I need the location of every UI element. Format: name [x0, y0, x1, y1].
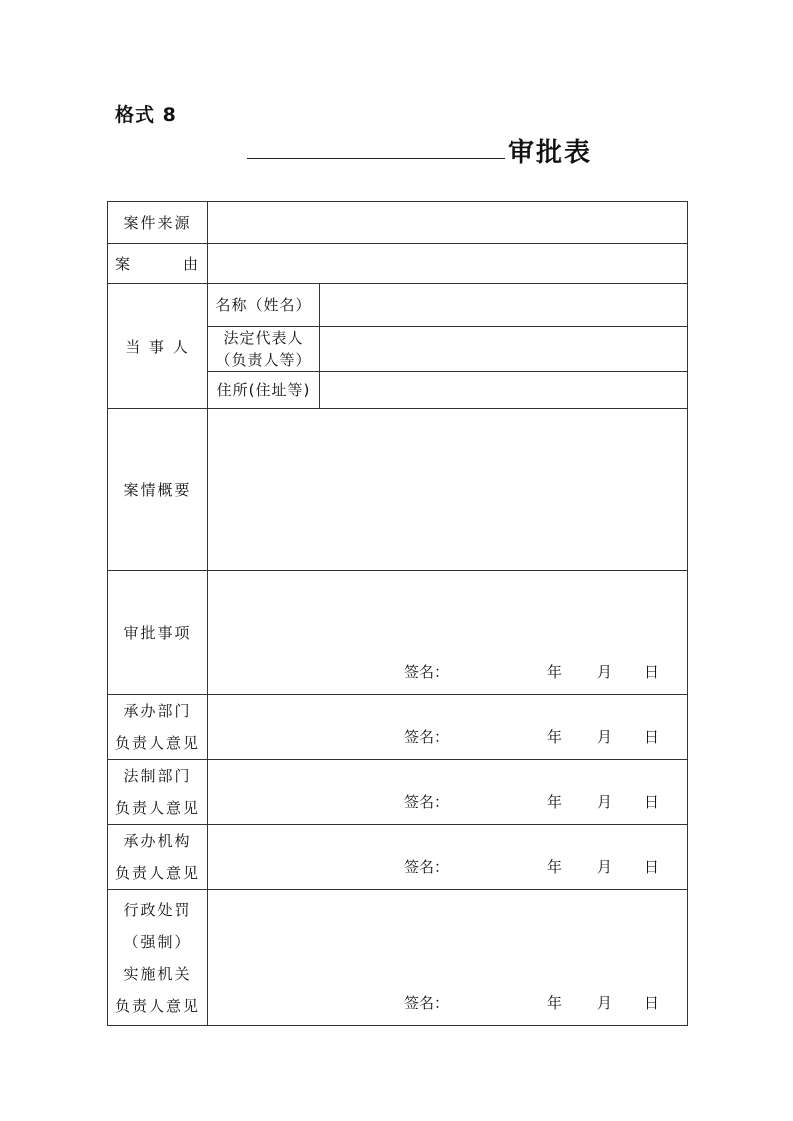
day-label: 日 — [644, 858, 660, 876]
exec-opinion-field[interactable] — [208, 890, 688, 1026]
title-blank-line — [247, 158, 505, 159]
case-cause-field[interactable] — [208, 244, 688, 284]
dept-opinion-label-line2: 负责人意见 — [114, 734, 200, 752]
row-party-name — [108, 284, 688, 327]
exec-opinion-label — [108, 890, 208, 1026]
row-case-summary — [108, 409, 688, 571]
exec-opinion-label-line4: 负责人意见 — [114, 996, 200, 1015]
month-label: 月 — [597, 994, 613, 1012]
party-rep-label-line1: 法定代表人 — [223, 329, 304, 347]
month-label: 月 — [597, 858, 613, 876]
dept-opinion-label-line1: 承办部门 — [123, 702, 192, 720]
signature-label: 签名： — [404, 663, 450, 681]
row-dept-opinion — [108, 695, 688, 760]
signature-label: 签名： — [404, 793, 450, 811]
month-label: 月 — [597, 793, 613, 811]
year-label: 年 — [547, 663, 563, 681]
party-name-label: 名称（姓名） — [208, 284, 320, 327]
agency-opinion-label — [108, 825, 208, 890]
approval-form-table — [107, 201, 688, 1026]
case-summary-field[interactable] — [208, 409, 688, 571]
party-address-label: 住所(住址等) — [208, 372, 320, 409]
legal-opinion-label-line2: 负责人意见 — [114, 799, 200, 817]
dept-opinion-field[interactable] — [208, 695, 688, 760]
row-approval-items — [108, 571, 688, 695]
case-summary-label: 案情概要 — [108, 409, 208, 571]
row-agency-opinion — [108, 825, 688, 890]
legal-opinion-field[interactable] — [208, 760, 688, 825]
party-rep-label — [208, 327, 320, 372]
day-label: 日 — [644, 793, 660, 811]
dept-opinion-label — [108, 695, 208, 760]
legal-opinion-label — [108, 760, 208, 825]
day-label: 日 — [644, 728, 660, 746]
case-cause-label: 案 由 — [108, 244, 208, 284]
signature-label: 签名： — [404, 728, 450, 746]
year-label: 年 — [547, 994, 563, 1012]
party-name-field[interactable] — [320, 284, 688, 327]
year-label: 年 — [547, 728, 563, 746]
case-source-field[interactable] — [208, 202, 688, 244]
agency-opinion-field[interactable] — [208, 825, 688, 890]
row-legal-opinion — [108, 760, 688, 825]
day-label: 日 — [644, 663, 660, 681]
case-source-label: 案件来源 — [108, 202, 208, 244]
party-address-field[interactable] — [320, 372, 688, 409]
row-exec-opinion — [108, 890, 688, 1026]
party-rep-label-line2: （负责人等） — [215, 351, 312, 369]
signature-label: 签名： — [404, 858, 450, 876]
exec-opinion-label-line2: （强制） — [123, 932, 192, 951]
signature-label: 签名： — [404, 994, 450, 1012]
exec-opinion-label-line3: 实施机关 — [123, 964, 192, 983]
year-label: 年 — [547, 858, 563, 876]
party-label: 当 事 人 — [108, 284, 208, 409]
month-label: 月 — [597, 728, 613, 746]
approval-items-label: 审批事项 — [108, 571, 208, 695]
party-rep-field[interactable] — [320, 327, 688, 372]
day-label: 日 — [644, 994, 660, 1012]
page-title: 审批表 — [508, 138, 593, 168]
year-label: 年 — [547, 793, 563, 811]
format-label: 格式 8 — [115, 104, 177, 126]
row-case-source — [108, 202, 688, 244]
exec-opinion-label-line1: 行政处罚 — [123, 900, 192, 919]
agency-opinion-label-line1: 承办机构 — [123, 832, 192, 850]
row-case-cause — [108, 244, 688, 284]
legal-opinion-label-line1: 法制部门 — [123, 767, 192, 785]
agency-opinion-label-line2: 负责人意见 — [114, 864, 200, 882]
month-label: 月 — [597, 663, 613, 681]
approval-items-field[interactable] — [208, 571, 688, 695]
